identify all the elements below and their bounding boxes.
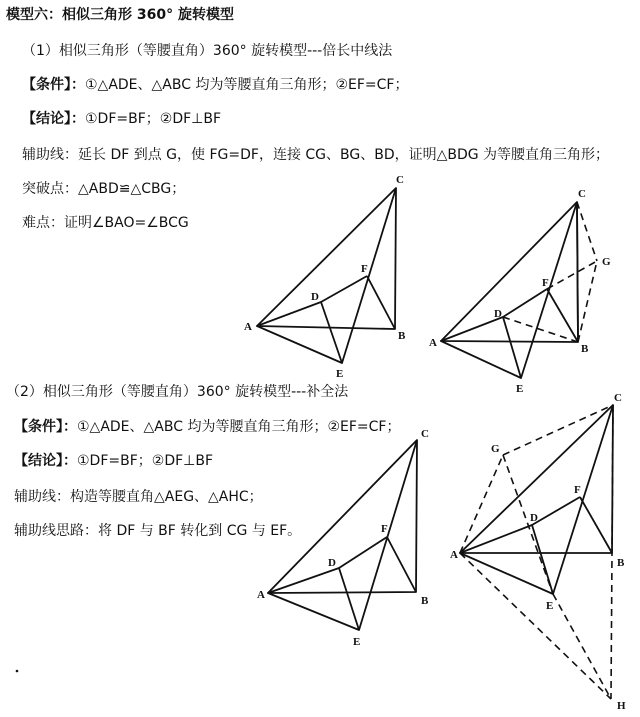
triangle-ade bbox=[460, 525, 553, 594]
section2-aux-line: 辅助线：构造等腰直角△AEG、△AHC； bbox=[14, 489, 263, 505]
section1-breakthrough: 突破点：△ABD≌△CBG； bbox=[22, 181, 186, 197]
conclusion-text: ①DF=BF；②DF⊥BF bbox=[77, 453, 214, 469]
section1-title: 模型六：相似三角形 360° 旋转模型 bbox=[6, 7, 234, 23]
fig1-label-b: B bbox=[398, 330, 406, 342]
conclusion-label: 【结论】： bbox=[22, 111, 85, 127]
fig2-label-d: D bbox=[494, 308, 502, 320]
fig3-label-b: B bbox=[421, 595, 429, 607]
segment-ah bbox=[460, 553, 611, 699]
conclusion-text: ①DF=BF；②DF⊥BF bbox=[85, 111, 222, 127]
section2-aux-idea: 辅助线思路：将 DF 与 BF 转化到 CG 与 EF。 bbox=[14, 523, 302, 539]
fig4-label-e: E bbox=[546, 600, 554, 612]
condition-label: 【条件】： bbox=[14, 419, 77, 435]
section2-subtitle: （2）相似三角形（等腰直角）360° 旋转模型---补全法 bbox=[6, 384, 349, 400]
segment-fb bbox=[580, 497, 612, 553]
condition-label: 【条件】： bbox=[22, 77, 85, 93]
fig3-label-d: D bbox=[328, 557, 336, 569]
fig1-label-d: D bbox=[311, 291, 319, 303]
fig4-label-f: F bbox=[574, 484, 581, 496]
fig2-label-c: C bbox=[578, 188, 586, 200]
fig3-label-e: E bbox=[353, 636, 361, 648]
segment-gc bbox=[503, 405, 613, 455]
fig3-label-f: F bbox=[381, 523, 388, 535]
fig2-label-b: B bbox=[581, 343, 589, 355]
segment-eh bbox=[553, 594, 611, 699]
section1-subtitle: （1）相似三角形（等腰直角）360° 旋转模型---倍长中线法 bbox=[22, 43, 393, 59]
fig4-label-b: B bbox=[617, 557, 625, 569]
fig4-label-c: C bbox=[614, 392, 622, 404]
fig3-label-a: A bbox=[257, 589, 265, 601]
fig1-label-e: E bbox=[336, 368, 344, 380]
fig4-label-d: D bbox=[530, 512, 538, 524]
fig1-label-a: A bbox=[244, 321, 252, 333]
condition-text: ①△ADE、△ABC 均为等腰直角三角形；②EF=CF； bbox=[77, 419, 401, 435]
fig3-label-c: C bbox=[421, 428, 429, 440]
fig2-label-a: A bbox=[429, 337, 437, 349]
fig2-label-g: G bbox=[602, 256, 611, 268]
segment-df bbox=[532, 497, 580, 525]
fig1-label-f: F bbox=[361, 263, 368, 275]
section1-difficulty: 难点：证明∠BAO=∠BCG bbox=[22, 215, 189, 231]
fig4-label-a: A bbox=[450, 549, 458, 561]
conclusion-label: 【结论】： bbox=[14, 453, 77, 469]
condition-text: ①△ADE、△ABC 均为等腰直角三角形；②EF=CF； bbox=[85, 77, 409, 93]
fig1-label-c: C bbox=[396, 174, 404, 186]
fig4-label-g: G bbox=[491, 443, 500, 455]
fig2-label-f: F bbox=[542, 277, 549, 289]
segment-ge bbox=[503, 455, 553, 594]
fig4-label-h: H bbox=[617, 700, 626, 712]
fig2-label-e: E bbox=[516, 383, 524, 395]
section1-aux-line: 辅助线：延长 DF 到点 G，使 FG=DF，连接 CG、BG、BD，证明△BDG 为等腰直角三角形； bbox=[22, 147, 610, 163]
